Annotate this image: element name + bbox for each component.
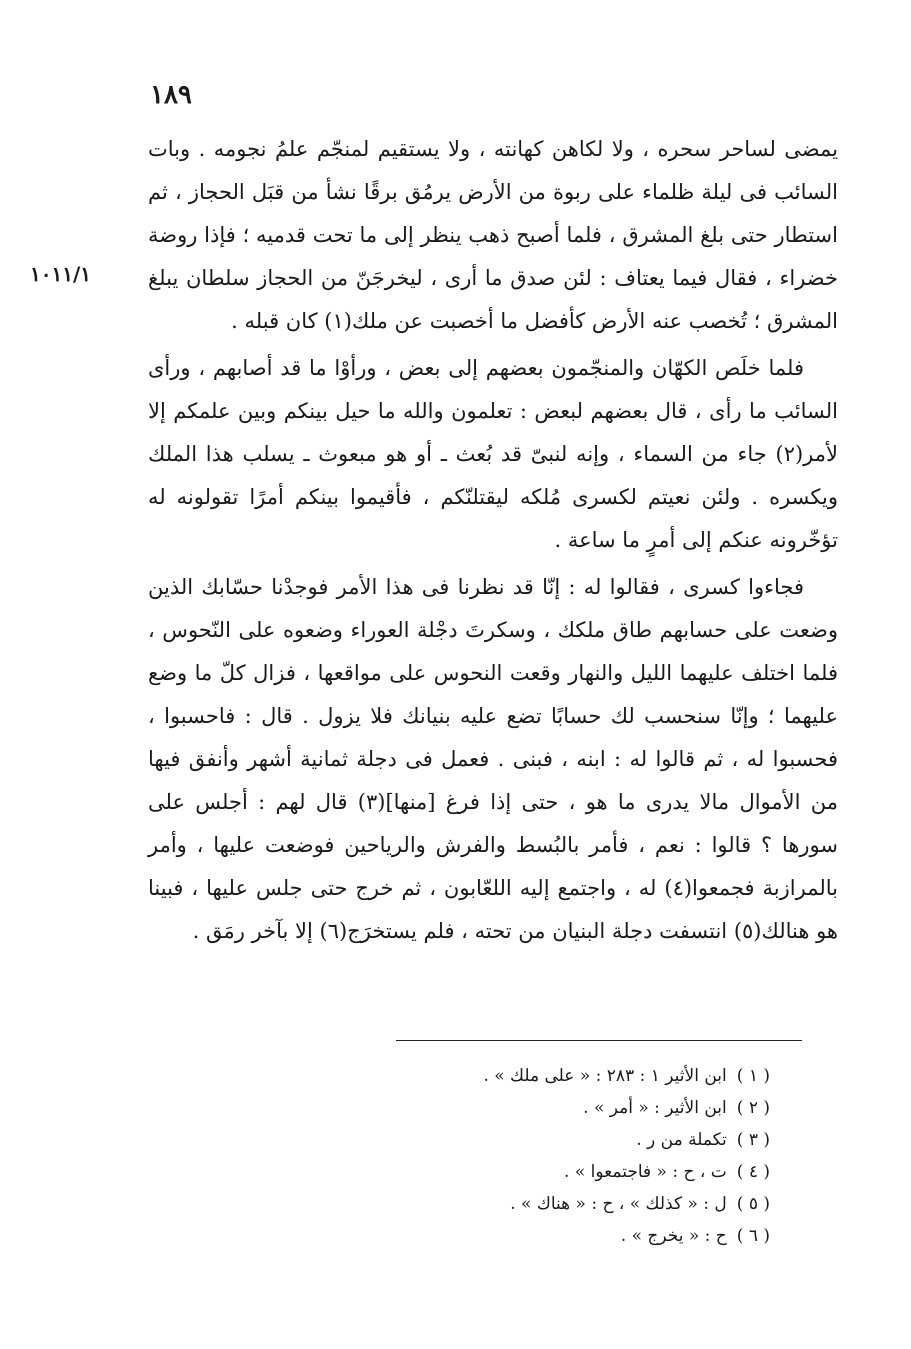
- paragraph: فجاءوا كسرى ، فقالوا له : إنّا قد نظرنا فى هذا الأمر فوجدْنا حسّابك الذين وضعت على حسابهم طاق ملكك ، وسكرتَ دجْلة العوراء وضعوه على النّحوس ، فلما اختلف عليهما الليل والنهار وقعت النحوس على مواقعها ، فزال كلّ ما وضع عليهما ؛ وإنّا سنحسب لك حسابًا تضع عليه بنيانك فلا يزول . قال : فاحسبوا ، فحسبوا له ، ثم قالوا له : ابنه ، فبنى . فعمل فى دجلة ثمانية أشهر وأنفق فيها من الأموال مالا يدرى ما هو ، حتى إذا فرغ [منها](٣) قال لهم : أجلس على سورها ؟ قالوا : نعم ، فأمر بالبُسط والفرش والرياحين فوضعت عليها ، وأمر بالمرازبة فجمعوا(٤) له ، واجتمع إليه اللعّابون ، ثم خرج حتى جلس عليها ، فبينا هو هنالك(٥) انتسفت دجلة البنيان من تحته ، فلم يستخرَج(٦) إلا بآخر رمَق .: [148, 575, 838, 943]
- footnote-number: ( ٥ ): [736, 1194, 770, 1214]
- footnote-text: تكملة من ر .: [636, 1130, 727, 1150]
- footnotes: [300, 1060, 770, 1252]
- footnote-text: ت ، ح : « فاجتمعوا » .: [564, 1162, 727, 1182]
- footnote-text: ابن الأثير : « أمر » .: [583, 1098, 727, 1118]
- main-text: [148, 128, 838, 957]
- footnote-number: ( ٦ ): [736, 1226, 770, 1246]
- margin-reference: ١٠١١/١: [30, 262, 92, 286]
- footnote-number: ( ٤ ): [736, 1162, 770, 1182]
- page-number: ١٨٩: [150, 80, 192, 110]
- paragraph: فلما خلَص الكهّان والمنجّمون بعضهم إلى بعض ، ورأوْا ما قد أصابهم ، ورأى السائب ما رأى ، قال بعضهم لبعض : تعلمون والله ما حيل بينكم وبين علمكم إلا لأمر(٢) جاء من السماء ، وإنه لنبىّ قد بُعث ـ أو هو مبعوث ـ يسلب هذا الملك ويكسره . ولئن نعيتم لكسرى مُلكه ليقتلنّكم ، فأقيموا بينكم أمرًا تقولونه له تؤخّرونه عنكم إلى أمرٍ ما ساعة .: [148, 356, 838, 552]
- footnote: [300, 1156, 770, 1188]
- footnote-number: ( ١ ): [736, 1066, 770, 1086]
- footnote-number: ( ٢ ): [736, 1098, 770, 1118]
- footnote: [300, 1092, 770, 1124]
- footnote: [300, 1060, 770, 1092]
- footnote-number: ( ٣ ): [736, 1130, 770, 1150]
- paragraph: يمضى لساحر سحره ، ولا لكاهن كهانته ، ولا يستقيم لمنجّم علمُ نجومه . وبات السائب فى ليلة ظلماء على ربوة من الأرض يرمُق برقًا نشأ من قبَل الحجاز ، ثم استطار حتى بلغ المشرق ، فلما أصبح ذهب ينظر إلى ما تحت قدميه ؛ فإذا روضة خضراء ، فقال فيما يعتاف : لئن صدق ما أرى ، ليخرجَنّ من الحجاز سلطان يبلغ المشرق ؛ تُخصب عنه الأرض كأفضل ما أخصبت عن ملك(١) كان قبله .: [148, 137, 838, 333]
- footnote: [300, 1124, 770, 1156]
- footnote-text: ابن الأثير ١ : ٢٨٣ : « على ملك » .: [483, 1066, 727, 1086]
- footnote: [300, 1188, 770, 1220]
- footnote-divider: [396, 1040, 802, 1041]
- footnote-text: ح : « يخرج » .: [620, 1226, 727, 1246]
- footnote-text: ل : « كذلك » ، ح : « هناك » .: [510, 1194, 727, 1214]
- footnote: [300, 1220, 770, 1252]
